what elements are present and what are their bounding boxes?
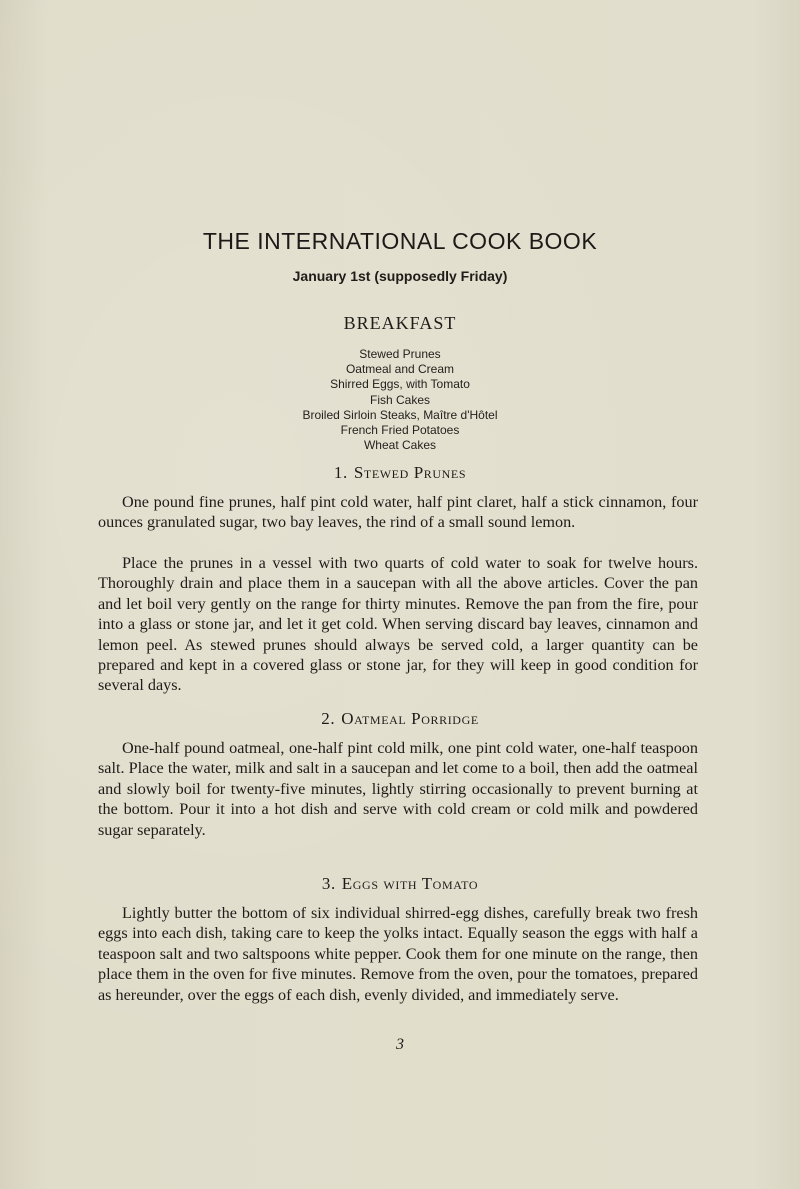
recipe-title: Oatmeal Porridge <box>341 709 479 728</box>
recipe-heading <box>0 463 800 483</box>
recipe-number: 2. <box>321 709 336 728</box>
menu-item: Shirred Eggs, with Tomato <box>330 377 470 392</box>
date-line: January 1st (supposedly Friday) <box>292 268 508 284</box>
menu-item: Fish Cakes <box>369 392 431 407</box>
recipe-number: 3. <box>321 874 336 893</box>
recipe-paragraph: Place the prunes in a vessel with two quarts of cold water to soak for twelve hours. Thoroughly drain and place them in a saucepan with all the above articles. Cover the pan and let boil very gently on the range for thirty minutes. Remove the pan from the fire, pour into a glass or stone jar, and let it get cold. When serving discard bay leaves, cinnamon and lemon peel. As stewed prunes should always be served cold, a larger quantity can be prepared and kept in a covered glass or stone jar, for they will keep in good condition for several days. <box>98 554 698 695</box>
menu-item: Oatmeal and Cream <box>345 362 455 377</box>
recipe-title: Eggs with Tomato <box>341 874 479 893</box>
meal-heading: BREAKFAST <box>343 313 457 333</box>
page-number: 3 <box>396 1036 404 1053</box>
recipe-paragraph: One-half pound oatmeal, one-half pint cold milk, one pint cold water, one-half teaspoon salt. Place the water, milk and salt in a saucepan and let come to a boil, then add the oatmeal and slowly boil for twenty-five minutes, lightly stirring occasionally to prevent burning at the bottom. Pour it into a hot dish and serve with cold cream or cold milk and powdered sugar separately. <box>98 739 698 839</box>
recipe-paragraph: Lightly butter the bottom of six individual shirred-egg dishes, carefully break two fresh eggs into each dish, taking care to keep the yolks intact. Equally season the eggs with half a teaspoon salt and two saltspoons white pepper. Cook them for one minute on the range, then place them in the oven for five minutes. Remove from the oven, pour the tomatoes, prepared as hereunder, over the eggs of each dish, evenly divided, and immediately serve. <box>98 904 698 1004</box>
recipe-title: Stewed Prunes <box>353 463 467 482</box>
menu-item: Broiled Sirloin Steaks, Maître d'Hôtel <box>302 407 498 422</box>
book-title: THE INTERNATIONAL COOK BOOK <box>202 228 598 254</box>
menu-item: Stewed Prunes <box>359 347 441 361</box>
menu-item: French Fried Potatoes <box>340 423 460 438</box>
recipe-number: 1. <box>333 463 348 482</box>
recipe-heading <box>0 709 800 729</box>
recipe-heading <box>0 874 800 894</box>
menu-item: Wheat Cakes <box>363 438 437 453</box>
breakfast-menu <box>0 347 800 453</box>
recipe-paragraph: One pound fine prunes, half pint cold water, half pint claret, half a stick cinnamon, four ounces granulated sugar, two bay leaves, the rind of a small sound lemon. <box>98 493 698 532</box>
